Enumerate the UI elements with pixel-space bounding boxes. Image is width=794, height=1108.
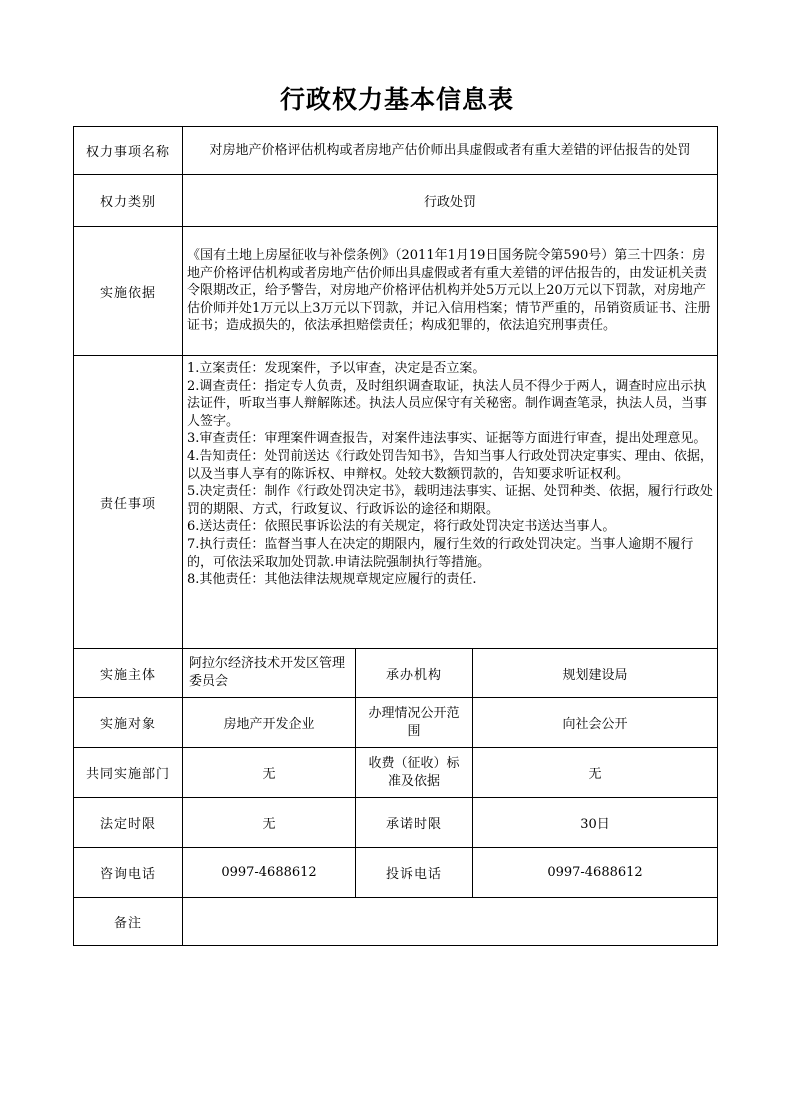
handling-agency-label: 承办机构 <box>356 649 473 698</box>
item-name-label: 权力事项名称 <box>74 127 183 175</box>
handling-agency-value: 规划建设局 <box>473 649 718 698</box>
consult-phone-value: 0997-4688612 <box>183 848 356 898</box>
row-duties <box>74 356 718 649</box>
target-value: 房地产开发企业 <box>183 698 356 748</box>
page-title: 行政权力基本信息表 <box>279 85 514 114</box>
row-joint <box>74 748 718 798</box>
duty-item: 4.告知责任：处罚前送达《行政处罚告知书》，告知当事人行政处罚决定事实、理由、依据，以及当事人享有的陈诉权、申辩权。处较大数额罚款的，告知要求听证权利。 <box>187 448 713 482</box>
item-name-value: 对房地产价格评估机构或者房地产估价师出具虚假或者有重大差错的评估报告的处罚 <box>183 127 718 175</box>
basis-label: 实施依据 <box>74 227 183 356</box>
duties-list <box>183 356 718 649</box>
fee-standard-label: 收费（征收）标准及依据 <box>356 748 473 798</box>
disclosure-scope-label: 办理情况公开范围 <box>356 698 473 748</box>
complaint-phone-value: 0997-4688612 <box>473 848 718 898</box>
statutory-time-label: 法定时限 <box>74 798 183 848</box>
row-item-name <box>74 127 718 175</box>
disclosure-scope-value: 向社会公开 <box>473 698 718 748</box>
duties-label: 责任事项 <box>74 356 183 649</box>
duty-item: 6.送达责任：依照民事诉讼法的有关规定，将行政处罚决定书送达当事人。 <box>187 519 616 535</box>
complaint-phone-label: 投诉电话 <box>356 848 473 898</box>
row-phone <box>74 848 718 898</box>
row-target <box>74 698 718 748</box>
row-time-limit <box>74 798 718 848</box>
duty-item: 3.审查责任：审理案件调查报告，对案件违法事实、证据等方面进行审查，提出处理意见。 <box>187 431 707 447</box>
target-label: 实施对象 <box>74 698 183 748</box>
duty-item: 5.决定责任：制作《行政处罚决定书》，载明违法事实、证据、处罚种类、依据，履行行政处罚的期限、方式，行政复议、行政诉讼的途径和期限。 <box>187 484 713 517</box>
committed-time-label: 承诺时限 <box>356 798 473 848</box>
duty-item: 8.其他责任：其他法律法规规章规定应履行的责任. <box>187 572 477 588</box>
row-basis <box>74 227 718 356</box>
remarks-label: 备注 <box>74 898 183 946</box>
consult-phone-label: 咨询电话 <box>74 848 183 898</box>
category-value: 行政处罚 <box>183 175 718 227</box>
info-table <box>73 126 718 946</box>
duty-item: 7.执行责任：监督当事人在决定的期限内，履行生效的行政处罚决定。当事人逾期不履行的，可依法采取加处罚款.申请法院强制执行等措施。 <box>187 536 694 570</box>
joint-departments-value: 无 <box>183 748 356 798</box>
joint-departments-label: 共同实施部门 <box>74 748 183 798</box>
subject-value: 阿拉尔经济技术开发区管理委员会 <box>183 649 356 698</box>
statutory-time-value: 无 <box>183 798 356 848</box>
subject-label: 实施主体 <box>74 649 183 698</box>
basis-value: 《国有土地上房屋征收与补偿条例》（2011年1月19日国务院令第590号）第三十四条：房地产价格评估机构或者房地产估价师出具虚假或者有重大差错的评估报告的，由发证机关责令限期改正，给予警告，对房地产价格评估机构并处5万元以上20万元以下罚款，对房地产估价师并处1万元以上3万元以下罚款，并记入信用档案；情节严重的，吊销资质证书、注册证书；造成损失的，依法承担赔偿责任；构成犯罪的，依法追究刑事责任。 <box>183 227 718 356</box>
remarks-value <box>183 898 718 946</box>
row-subject <box>74 649 718 698</box>
fee-standard-value: 无 <box>473 748 718 798</box>
category-label: 权力类别 <box>74 175 183 227</box>
duty-item: 2.调查责任：指定专人负责，及时组织调查取证，执法人员不得少于两人，调查时应出示执法证件，听取当事人辩解陈述。执法人员应保守有关秘密。制作调查笔录，执法人员，当事人签字。 <box>187 378 708 429</box>
row-remarks <box>74 898 718 946</box>
committed-time-value: 30日 <box>473 798 718 848</box>
row-category <box>74 175 718 227</box>
duty-item: 1.立案责任：发现案件，予以审查，决定是否立案。 <box>187 361 486 376</box>
